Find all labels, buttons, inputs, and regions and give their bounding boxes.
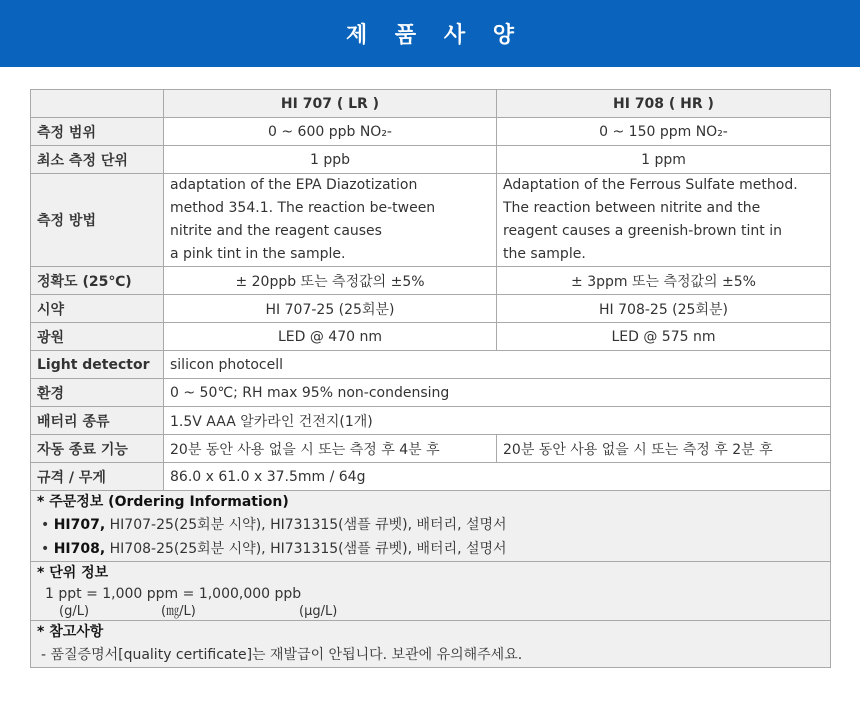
ordering-title: * 주문정보 (Ordering Information) <box>37 494 289 510</box>
unit-ug-per-l: (μg/L) <box>299 604 338 619</box>
ordering-item-text: HI707-25(25회분 시약), HI731315(샘플 큐벳), 배터리, 설명서 <box>105 517 507 533</box>
row-label: Light detector <box>31 351 164 379</box>
cell-hi708: ± 3ppm 또는 측정값의 ±5% <box>497 267 831 295</box>
ordering-item <box>37 513 824 537</box>
cell-hi708: 20분 동안 사용 없을 시 또는 측정 후 2분 후 <box>497 435 831 463</box>
table-row-size-weight <box>31 463 831 491</box>
notes-title: * 참고사항 <box>37 624 104 640</box>
row-label: 광원 <box>31 323 164 351</box>
header-blank <box>31 90 164 118</box>
cell-hi707: ± 20ppb 또는 측정값의 ±5% <box>164 267 497 295</box>
ordering-item-text: HI708-25(25회분 시약), HI731315(샘플 큐벳), 배터리, 설명서 <box>105 541 507 557</box>
cell-shared: 1.5V AAA 알카라인 건전지(1개) <box>164 407 831 435</box>
cell-shared: 0 ~ 50℃; RH max 95% non-condensing <box>164 379 831 407</box>
ordering-item <box>37 537 824 561</box>
method-line: reagent causes a greenish-brown tint in <box>503 223 782 239</box>
unit-title: * 단위 정보 <box>37 565 109 581</box>
notes-section <box>31 621 831 668</box>
cell-hi708: 1 ppm <box>497 146 831 174</box>
header-hi708: HI 708 ( HR ) <box>497 90 831 118</box>
row-label: 최소 측정 단위 <box>31 146 164 174</box>
cell-shared: 86.0 x 61.0 x 37.5mm / 64g <box>164 463 831 491</box>
table-row-light <box>31 323 831 351</box>
model-name: HI707, <box>53 517 106 533</box>
bullet-icon: • <box>41 517 50 533</box>
table-row-battery <box>31 407 831 435</box>
row-label: 규격 / 무게 <box>31 463 164 491</box>
cell-hi707: 20분 동안 사용 없을 시 또는 측정 후 4분 후 <box>164 435 497 463</box>
cell-hi707: HI 707-25 (25회분) <box>164 295 497 323</box>
cell-hi708: LED @ 575 nm <box>497 323 831 351</box>
table-row-accuracy <box>31 267 831 295</box>
table-row-min-unit <box>31 146 831 174</box>
cell-hi708: 0 ~ 150 ppm NO₂- <box>497 118 831 146</box>
unit-subscripts <box>37 604 824 620</box>
cell-hi708: HI 708-25 (25회분) <box>497 295 831 323</box>
table-row-reagent <box>31 295 831 323</box>
spec-table <box>30 89 831 668</box>
cell-hi707: 1 ppb <box>164 146 497 174</box>
ordering-info-section <box>31 491 831 562</box>
table-header-row <box>31 90 831 118</box>
row-label: 환경 <box>31 379 164 407</box>
table-row-range <box>31 118 831 146</box>
header-hi707: HI 707 ( LR ) <box>164 90 497 118</box>
method-line: The reaction between nitrite and the <box>503 200 761 216</box>
table-row-detector <box>31 351 831 379</box>
method-line: Adaptation of the Ferrous Sulfate method. <box>503 177 798 193</box>
bullet-icon: • <box>41 541 50 557</box>
method-line: the sample. <box>503 246 586 262</box>
cell-hi708 <box>497 174 831 267</box>
cell-hi707 <box>164 174 497 267</box>
unit-g-per-l: (g/L) <box>59 604 90 619</box>
row-label: 정확도 (25℃) <box>31 267 164 295</box>
cell-shared: silicon photocell <box>164 351 831 379</box>
method-line: a pink tint in the sample. <box>170 246 346 262</box>
model-name: HI708, <box>53 541 106 557</box>
notes-line: - 품질증명서[quality certificate]는 재발급이 안됩니다. 보관에 유의해주세요. <box>41 647 523 663</box>
unit-mg-per-l: (㎎/L) <box>161 604 196 619</box>
cell-hi707: LED @ 470 nm <box>164 323 497 351</box>
table-row-environment <box>31 379 831 407</box>
title-banner <box>0 0 860 67</box>
table-row-method <box>31 174 831 267</box>
method-line: adaptation of the EPA Diazotization <box>170 177 418 193</box>
method-line: nitrite and the reagent causes <box>170 223 382 239</box>
page-title: 제 품 사 양 <box>346 23 524 48</box>
unit-info-section <box>31 562 831 621</box>
row-label: 측정 방법 <box>31 174 164 267</box>
row-label: 시약 <box>31 295 164 323</box>
unit-conversion: 1 ppt = 1,000 ppm = 1,000,000 ppb <box>45 586 302 602</box>
cell-hi707: 0 ~ 600 ppb NO₂- <box>164 118 497 146</box>
method-line: method 354.1. The reaction be-tween <box>170 200 436 216</box>
row-label: 측정 범위 <box>31 118 164 146</box>
row-label: 배터리 종류 <box>31 407 164 435</box>
row-label: 자동 종료 기능 <box>31 435 164 463</box>
table-row-auto-off <box>31 435 831 463</box>
